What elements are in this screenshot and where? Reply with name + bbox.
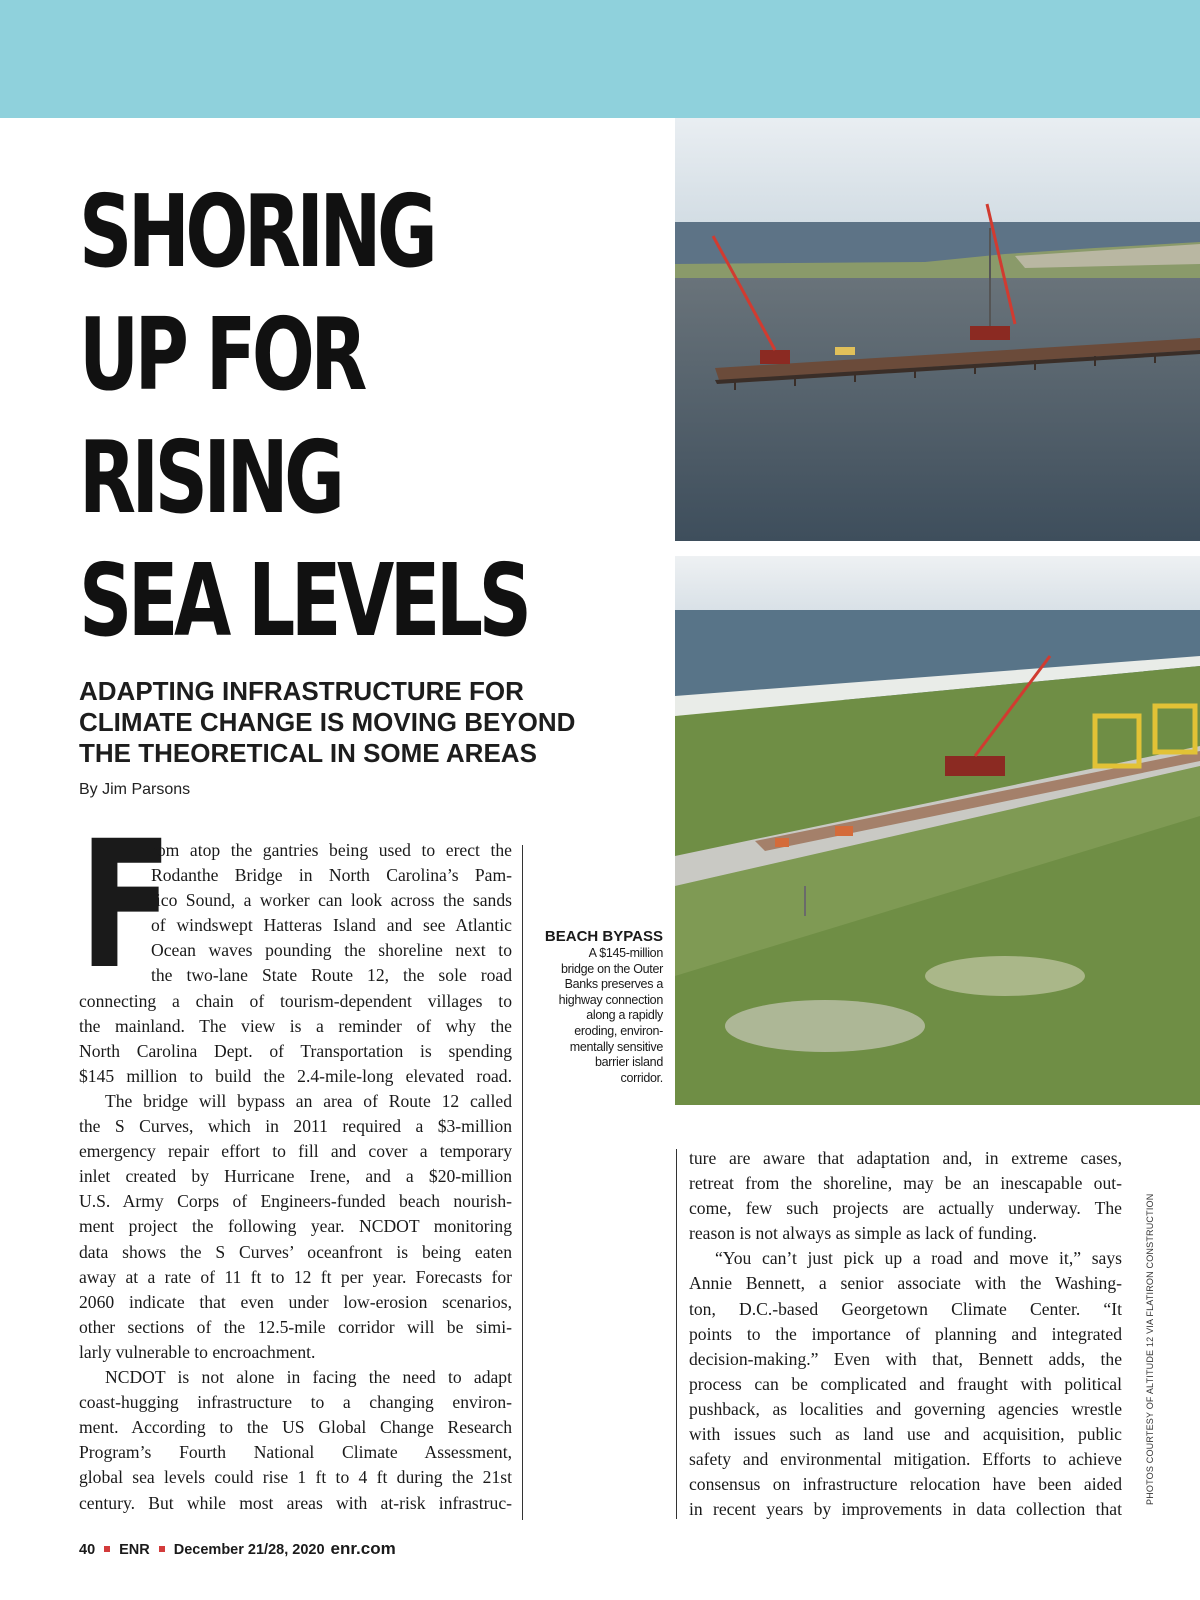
headline-line: UP FOR xyxy=(79,296,363,413)
body-line: points to the importance of planning and integrated xyxy=(689,1323,1122,1344)
body-line: decision-making.” Even with that, Bennett adds, the xyxy=(689,1348,1122,1369)
body-line: in recent years by improvements in data collection that xyxy=(689,1499,1122,1520)
column-rule xyxy=(676,1149,677,1519)
byline: By Jim Parsons xyxy=(79,781,191,798)
deck-subheadline xyxy=(79,676,679,769)
body-line: ture are aware that adaptation and, in extreme cases, xyxy=(689,1148,1122,1168)
drop-cap: F xyxy=(79,803,173,1008)
body-line: the S Curves, which in 2011 required a $3-million xyxy=(79,1116,512,1137)
body-line: Program’s Fourth National Climate Assessment, xyxy=(79,1442,512,1463)
deck-line: ADAPTING INFRASTRUCTURE FOR xyxy=(79,676,524,706)
headline-line: RISING xyxy=(79,419,341,536)
body-line: other sections of the 12.5-mile corridor will be simi- xyxy=(79,1316,512,1337)
caption-title: BEACH BYPASS xyxy=(544,928,663,945)
caption-line: A $145-million xyxy=(588,946,663,960)
body-column-1-top xyxy=(79,803,512,1089)
body-line: NCDOT is not alone in facing the need to adapt xyxy=(105,1367,512,1388)
caption-line: barrier island xyxy=(594,1055,663,1070)
body-line: consensus on infrastructure relocation have been aided xyxy=(689,1474,1122,1495)
body-line: Annie Bennett, a senior associate with the Washing- xyxy=(689,1273,1122,1294)
body-line: retreat from the shoreline, may be an inescapable out- xyxy=(689,1173,1122,1194)
body-line: 2060 indicate that even under low-erosion scenarios, xyxy=(79,1291,512,1312)
column-rule xyxy=(522,845,523,1520)
magazine-name: ENR xyxy=(119,1542,150,1558)
website-url: enr.com xyxy=(330,1539,396,1558)
deck-line: CLIMATE CHANGE IS MOVING BEYOND xyxy=(79,707,576,737)
separator-square-icon xyxy=(104,1546,110,1552)
headline xyxy=(79,170,528,662)
caption-line: eroding, environ- xyxy=(574,1023,663,1038)
body-line: connecting a chain of tourism-dependent villages to xyxy=(79,990,512,1011)
body-line: North Carolina Dept. of Transportation is spending xyxy=(79,1040,512,1061)
body-line: reason is not always as simple as lack of funding. xyxy=(689,1223,1037,1244)
page-footer xyxy=(79,1539,396,1559)
body-line: Rodanthe Bridge in North Carolina’s Pam- xyxy=(151,865,512,886)
body-line: larly vulnerable to encroachment. xyxy=(79,1341,316,1362)
body-line: rom atop the gantries being used to erect the xyxy=(151,840,512,860)
body-line: data shows the S Curves’ oceanfront is being eaten xyxy=(79,1241,512,1262)
body-column-1-bottom xyxy=(79,1089,512,1516)
separator-square-icon xyxy=(159,1546,165,1552)
body-line: of windswept Hatteras Island and see Atlantic xyxy=(151,915,512,936)
caption-line: along a rapidly xyxy=(586,1008,663,1023)
caption-line: corridor. xyxy=(620,1070,663,1085)
body-column-2 xyxy=(689,1146,1122,1522)
caption-line: highway connection xyxy=(558,992,663,1007)
bridge-construction-photo xyxy=(675,118,1200,541)
deck-line: THE THEORETICAL IN SOME AREAS xyxy=(79,738,537,768)
body-line: the two-lane State Route 12, the sole road xyxy=(151,965,512,986)
headline-line: SHORING xyxy=(79,173,434,290)
page-number: 40 xyxy=(79,1542,96,1558)
caption-line: bridge on the Outer xyxy=(560,961,663,976)
body-line: inlet created by Hurricane Irene, and a $20-million xyxy=(79,1166,512,1187)
body-line: away at a rate of 11 ft to 12 ft per year. Forecasts for xyxy=(79,1266,512,1287)
body-line: $145 million to build the 2.4-mile-long elevated road. xyxy=(79,1065,512,1086)
body-line: century. But while most areas with at-risk infrastruc- xyxy=(79,1492,512,1513)
body-line: safety and environmental mitigation. Efforts to achieve xyxy=(689,1449,1122,1470)
headline-line: SEA LEVELS xyxy=(79,542,528,659)
body-line: pushback, as localities and governing agencies wrestle xyxy=(689,1398,1122,1419)
body-line: ment. According to the US Global Change Research xyxy=(79,1417,512,1438)
photo-caption xyxy=(530,928,663,1086)
body-line: come, few such projects are actually underway. The xyxy=(689,1198,1122,1219)
body-line: ment project the following year. NCDOT monitoring xyxy=(79,1216,512,1237)
body-line: emergency repair effort to fill and cover a temporary xyxy=(79,1141,512,1162)
caption-line: mentally sensitive xyxy=(569,1039,663,1054)
body-line: “You can’t just pick up a road and move it,” says xyxy=(715,1248,1122,1269)
body-line: coast-hugging infrastructure to a changing environ- xyxy=(79,1392,512,1413)
body-line: with issues such as land use and acquisition, public xyxy=(689,1424,1122,1445)
caption-line: Banks preserves a xyxy=(564,977,663,992)
body-line: The bridge will bypass an area of Route 12 called xyxy=(105,1091,512,1111)
top-color-band xyxy=(0,0,1200,118)
body-line: lico Sound, a worker can look across the sands xyxy=(151,890,512,911)
body-line: Ocean waves pounding the shoreline next to xyxy=(151,940,512,961)
body-line: global sea levels could rise 1 ft to 4 ft during the 21st xyxy=(79,1467,512,1488)
photo-credit: PHOTOS COURTESY OF ALTITUDE 12 VIA FLATIRON CONSTRUCTION xyxy=(1145,1193,1155,1505)
body-line: ton, D.C.-based Georgetown Climate Center. “It xyxy=(689,1298,1122,1319)
body-line: process can be complicated and fraught with political xyxy=(689,1373,1122,1394)
body-line: the mainland. The view is a reminder of why the xyxy=(79,1015,512,1036)
issue-date: December 21/28, 2020 xyxy=(173,1542,325,1558)
body-line: U.S. Army Corps of Engineers-funded beach nourish- xyxy=(79,1191,512,1212)
barrier-island-aerial-photo xyxy=(675,556,1200,1105)
